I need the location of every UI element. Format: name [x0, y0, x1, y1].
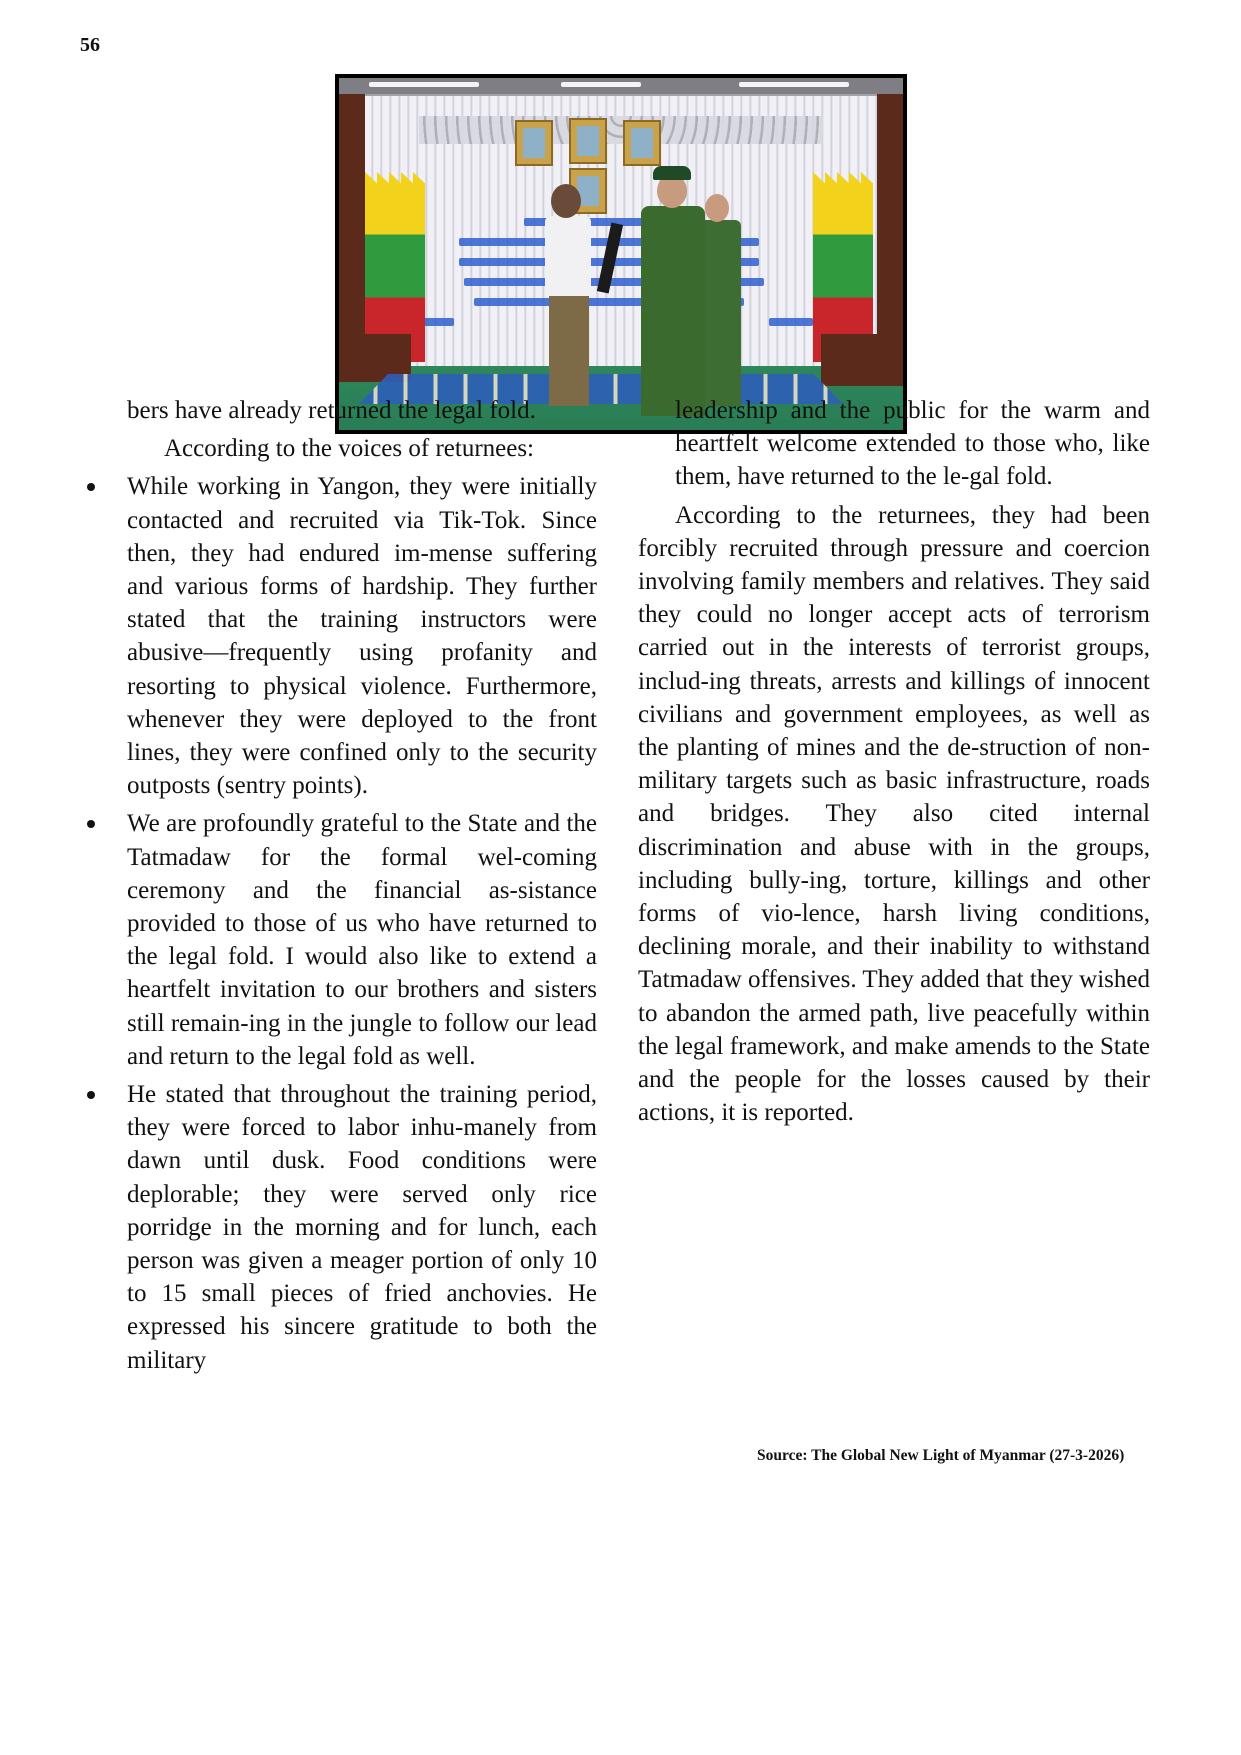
wood-panel-right [877, 94, 903, 344]
bullet-icon [87, 483, 95, 491]
flags-left [365, 162, 429, 362]
source-citation: Source: The Global New Light of Myanmar (27-3-2026) [757, 1447, 1125, 1464]
returnee-shirt [545, 216, 591, 296]
ceiling-light [369, 82, 479, 87]
returnee-longyi [549, 294, 589, 406]
portrait-frame [569, 118, 607, 164]
continuation-paragraph: leadership and the public for the warm and heartfelt welcome extended to those who, like them, have returned to the le-gal fold. [675, 397, 1150, 491]
ceremony-photo [335, 74, 907, 434]
list-item-text: He stated that throughout the training period, they were forced to labor inhu-manely from dawn until dusk. Food conditions were deplorable; they were served only rice porridge in the morning and for lunch, each person was given a meager portion of only 10 to 15 small pieces of fried anchovies. He expressed his sincere gratitude to both the military [127, 1081, 597, 1374]
flags-right [813, 162, 877, 362]
list-item [127, 470, 597, 802]
curtain-valance [419, 116, 823, 144]
page-number: 56 [80, 34, 100, 56]
list-item-text: While working in Yangon, they were initially contacted and recruited via Tik-Tok. Since then, they had endured im-mense suffering and various forms of hardship. They further stated that the training instructors were abusive—frequently using profanity and resorting to physical violence. Furthermore, whenever they were deployed to the front lines, they were confined only to the security outposts (sentry points). [127, 473, 597, 800]
continuation-paragraph: bers have already returned the legal fold. [127, 397, 536, 424]
banner-date [769, 318, 813, 326]
ceiling-light [739, 82, 849, 87]
list-item [127, 1078, 597, 1377]
left-column [127, 394, 597, 1382]
right-column [638, 394, 1150, 1129]
list-item [127, 807, 597, 1073]
officer-two-head [705, 194, 729, 222]
stage-podium-right [821, 334, 903, 386]
intro-paragraph: According to the voices of returnees: [164, 435, 535, 463]
list-item-text: We are profoundly grateful to the State and the Tatmadaw for the formal wel-coming ceremony and the financial as-sistance provided to those of us who have returned to the legal fold. I would also like to extend a heartfelt invitation to our brothers and sisters still remain-ing in the jungle to follow our lead and return to the legal fold as well. [127, 810, 597, 1070]
portrait-frame [515, 120, 553, 166]
bullet-icon [87, 1091, 95, 1099]
officer-one [641, 206, 705, 416]
body-paragraph: According to the returnees, they had been forcibly recruited through pressure and coercion involving family members and relatives. They said they could no longer accept acts of terrorism carried out in the interests of terrorist groups, includ-ing threats, arrests and killings of innocent civilians and government employees, as well as the planting of mines and the de-struction of non-military targets such as basic infrastructure, roads and bridges. They also cited internal discrimination and abuse with in the groups, including bully-ing, torture, killings and other forms of vio-lence, harsh living conditions, declining morale, and their inability to withstand Tatmadaw offensives. They added that they wished to abandon the armed path, live peacefully within the legal framework, and make amends to the State and the people for the losses caused by their actions, it is reported. [638, 501, 1150, 1127]
portrait-frame [623, 120, 661, 166]
wood-panel-left [339, 94, 365, 344]
returnee-head-blurred [551, 184, 581, 218]
officer-cap [653, 166, 691, 180]
bullet-icon [87, 820, 95, 828]
ceiling-light [561, 82, 641, 87]
testimony-list [127, 470, 597, 1376]
